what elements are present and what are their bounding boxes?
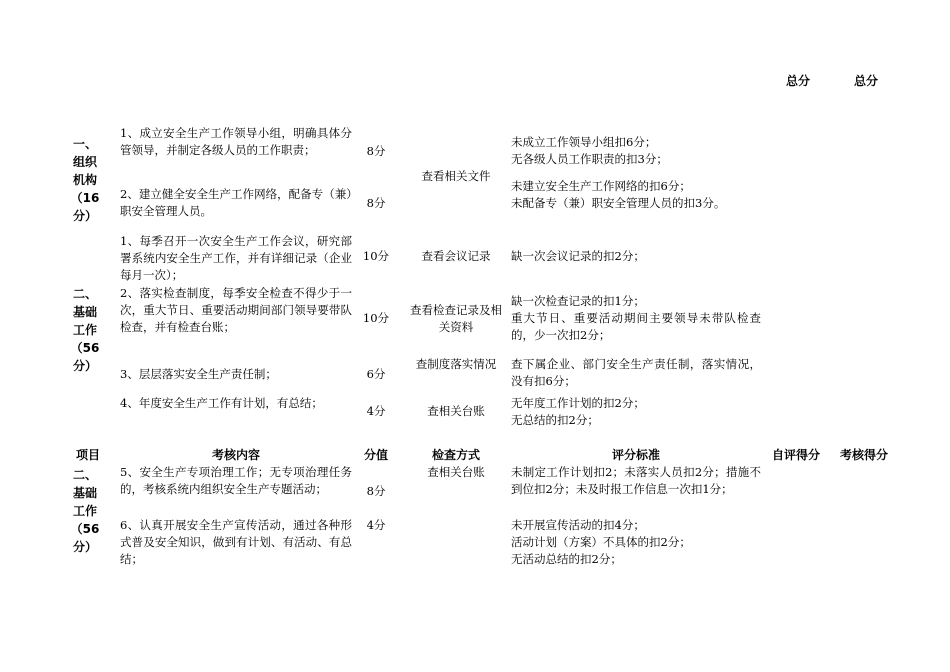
header-method: 检查方式 bbox=[431, 448, 480, 462]
method-row-5: 查制度落实情况 bbox=[415, 357, 497, 371]
content-row-1: 1、成立安全生产工作领导小组，明确具体分管领导，并制定各级人员的工作职责； bbox=[120, 126, 352, 157]
header-content: 考核内容 bbox=[211, 448, 260, 462]
standard-row-5: 查下属企业、部门安全生产责任制，落实情况，没有扣6分； bbox=[511, 357, 761, 388]
standard-row-3: 缺一次会议记录的扣2分； bbox=[511, 249, 645, 263]
standard-row-1: 未成立工作领导小组扣6分； 无各级人员工作职责的扣3分； bbox=[511, 135, 668, 166]
content-row-5: 3、层层落实安全生产责任制； bbox=[120, 367, 277, 381]
content-row-7: 5、安全生产专项治理工作；无专项治理任务的，考核系统内组织安全生产专题活动； bbox=[120, 465, 352, 496]
standard-row-4: 缺一次检查记录的扣1分； 重大节日、重要活动期间主要领导未带队检查的，少一次扣2分； bbox=[511, 294, 761, 342]
content-row-3: 1、每季召开一次安全生产工作会议，研究部署系统内安全生产工作，并有详细记录（企业每月一次）； bbox=[120, 234, 352, 282]
method-row-4: 查看检查记录及相关资料 bbox=[410, 303, 502, 334]
header-item: 项目 bbox=[76, 448, 101, 462]
score-row-5: 6分 bbox=[366, 367, 386, 381]
standard-row-8: 未开展宣传活动的扣4分； 活动计划（方案）不具体的扣2分； 无活动总结的扣2分； bbox=[511, 518, 691, 566]
category-org: 一、组织机构（16分） bbox=[70, 137, 100, 223]
header-self-score: 自评得分 bbox=[772, 448, 821, 462]
content-row-4: 2、落实检查制度，每季安全检查不得少于一次，重大节日、重要活动期间部门领导要带队检查，并有检查台账； bbox=[120, 286, 352, 334]
content-row-6: 4、年度安全生产工作有计划，有总结； bbox=[120, 396, 323, 410]
score-row-7: 8分 bbox=[366, 484, 386, 498]
content-row-8: 6、认真开展安全生产宣传活动，通过各种形式普及安全知识，做到有计划、有活动、有总结； bbox=[120, 518, 352, 566]
category-basic: 二、基础工作（56分） bbox=[70, 287, 100, 373]
standard-row-7: 未制定工作计划扣2；未落实人员扣2分；措施不到位扣2分；未及时报工作信息一次扣1分； bbox=[511, 465, 761, 496]
score-row-1: 8分 bbox=[366, 144, 386, 158]
method-section-3: 查相关台账 bbox=[427, 465, 485, 479]
standard-row-6: 无年度工作计划的扣2分； 无总结的扣2分； bbox=[511, 396, 645, 427]
method-row-3: 查看会议记录 bbox=[421, 249, 491, 263]
header-standard: 评分标准 bbox=[611, 448, 660, 462]
header-review-score: 考核得分 bbox=[840, 448, 889, 462]
score-row-6: 4分 bbox=[366, 404, 386, 418]
standard-row-2: 未建立安全生产工作网络的扣6分； 未配备专（兼）职安全管理人员的扣3分。 bbox=[511, 179, 726, 210]
score-row-8: 4分 bbox=[366, 518, 386, 532]
score-row-2: 8分 bbox=[366, 196, 386, 210]
category-basic-cont: 二、基础工作（56分） bbox=[70, 468, 100, 554]
score-row-3: 10分 bbox=[362, 249, 390, 263]
content-row-2: 2、建立健全安全生产工作网络，配备专（兼）职安全管理人员。 bbox=[120, 187, 352, 218]
method-row-6: 查相关台账 bbox=[427, 404, 485, 418]
method-section-1: 查看相关文件 bbox=[421, 169, 491, 183]
header-score: 分值 bbox=[363, 448, 388, 462]
total-score-header-1: 总分 bbox=[786, 74, 811, 88]
score-row-4: 10分 bbox=[362, 311, 390, 325]
total-score-header-2: 总分 bbox=[854, 74, 879, 88]
